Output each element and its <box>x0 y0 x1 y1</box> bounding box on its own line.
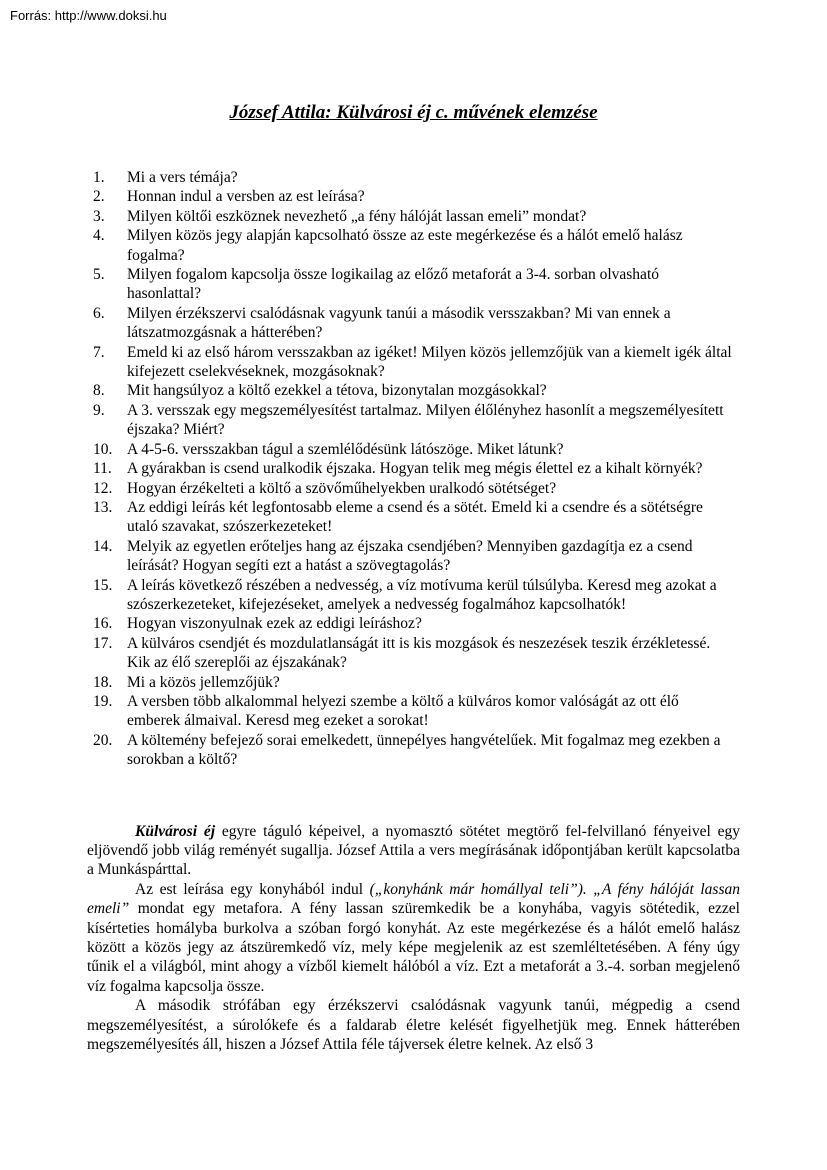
question-item <box>87 692 740 731</box>
question-number: 18. <box>93 673 113 691</box>
question-number: 1. <box>93 169 105 186</box>
question-number: 13. <box>93 498 113 516</box>
question-text: Milyen költői eszköznek nevezhető „a fény hálóját lassan emeli” mondat? <box>127 207 587 225</box>
question-number: 14. <box>93 537 113 555</box>
question-item <box>87 401 740 440</box>
question-number: 2. <box>93 188 105 206</box>
question-text: Mit hangsúlyoz a költő ezekkel a tétova, bizonytalan mozgásokkal? <box>127 382 547 400</box>
question-number: 17. <box>93 634 113 652</box>
essay-section <box>87 822 740 1055</box>
question-number: 16. <box>93 615 113 633</box>
question-text: Hogyan viszonyulnak ezek az eddigi leíráshoz? <box>127 615 422 633</box>
question-item <box>87 226 740 265</box>
source-url-text: Forrás: http://www.doksi.hu <box>10 8 167 23</box>
text-segment: („konyhánk már homállyal teli”). „A fény hálóját lassan emeli” <box>87 880 740 918</box>
question-item <box>87 459 740 478</box>
question-item <box>87 537 740 576</box>
text-segment: Az est leírása egy konyhából indul <box>135 880 370 898</box>
question-item <box>87 304 740 343</box>
question-number: 11. <box>93 460 112 478</box>
question-item <box>87 576 740 615</box>
question-number: 20. <box>93 731 113 749</box>
question-item <box>87 614 740 633</box>
question-text: A költemény befejező sorai emelkedett, ünnepélyes hangvételűek. Mit fogalmaz meg ezekben a sorokban a költő? <box>127 731 721 769</box>
question-number: 12. <box>93 479 113 497</box>
question-text: A versben több alkalommal helyezi szembe a költő a külváros komor valóságát az ott élő emberek álmaival. Keresd meg ezeket a sorokat! <box>127 692 679 730</box>
text-segment: A második strófában egy érzékszervi csalódásnak vagyunk tanúi, mégpedig a csend megszemélyesítést, a súrolókefe és a faldarab életre kelését figyelhetjük meg. Ennek hátterében megszemélyesítés áll, hiszen a József Attila féle tájversek életre kelnek. Az első 3 <box>87 997 740 1054</box>
question-number: 3. <box>93 207 105 225</box>
question-number: 7. <box>93 343 105 361</box>
question-item <box>87 168 740 187</box>
question-number: 4. <box>93 227 105 245</box>
text-segment: mondat egy metafora. A fény lassan szüremkedik be a konyhába, vagyis sötétedik, ezzel kísérteties homályba burkolva a szóban forgó konyhát. Az este megérkezése és a hálót emelő halász között a közös jegy az átszüremkedő víz, mely képe megjelenik az est szemléltetésében. A fény úgy tűnik el a világból, mint ahogy a vízből kiemelt hálóból a víz. Ezt a metaforát a 3.-4. sorban megjelenő víz fogalma kapcsolja össze. <box>87 900 740 995</box>
question-text: Mi a vers témája? <box>127 169 238 186</box>
essay-paragraph <box>87 880 740 996</box>
question-number: 10. <box>93 440 113 458</box>
question-number: 9. <box>93 401 105 419</box>
essay-paragraph <box>87 996 740 1054</box>
question-text: Hogyan érzékelteti a költő a szövőműhelyekben uralkodó sötétséget? <box>127 479 557 497</box>
essay-paragraph <box>87 822 740 880</box>
question-text: Mi a közös jellemzőjük? <box>127 673 280 691</box>
question-item <box>87 343 740 382</box>
text-segment: Külvárosi éj <box>135 822 216 840</box>
question-item <box>87 440 740 459</box>
question-item <box>87 265 740 304</box>
question-text: Emeld ki az első három versszakban az igéket! Milyen közös jellemzőjük van a kiemelt igék által kifejezett cselekvéseknek, mozgásoknak? <box>127 343 732 381</box>
question-text: Az eddigi leírás két legfontosabb eleme a csend és a sötét. Emeld ki a csendre és a sötétségre utaló szavakat, szószerkezeteket! <box>127 498 703 536</box>
question-text: A gyárakban is csend uralkodik éjszaka. Hogyan telik meg mégis élettel ez a kihalt környék? <box>127 460 703 478</box>
questions-list <box>87 168 740 770</box>
text-segment: egyre táguló képeivel, a nyomasztó sötétet megtörő fel-felvillanó fényeivel egy eljövendő jobb világ reményét sugallja. József Attila a vers megírásának időpontjában került kapcsolatba a Munkáspárttal. <box>87 822 741 879</box>
question-item <box>87 634 740 673</box>
question-item <box>87 731 740 770</box>
question-number: 5. <box>93 266 105 284</box>
question-item <box>87 381 740 400</box>
question-number: 6. <box>93 304 105 322</box>
question-number: 15. <box>93 576 113 594</box>
question-item <box>87 207 740 226</box>
question-text: Melyik az egyetlen erőteljes hang az éjszaka csendjében? Mennyiben gazdagítja ez a csend leírását? Hogyan segíti ezt a hatást a szövegtagolás? <box>127 537 693 575</box>
question-text: A 4-5-6. versszakban tágul a szemlélődésünk látószöge. Miket látunk? <box>127 440 564 458</box>
question-text: A 3. versszak egy megszemélyesítést tartalmaz. Milyen élőlényhez hasonlít a megszemélyesített éjszaka? Miért? <box>127 401 724 439</box>
question-item <box>87 673 740 692</box>
question-text: A leírás következő részében a nedvesség, a víz motívuma kerül túlsúlyba. Keresd meg azokat a szószerkezeteket, kifejezéseket, amelyek a nedvesség fogalmához kapcsolhatók! <box>127 576 717 613</box>
page-title: József Attila: Külvárosi éj c. művének elemzése <box>229 102 598 123</box>
question-number: 19. <box>93 692 113 710</box>
question-item <box>87 187 740 206</box>
question-item <box>87 498 740 537</box>
question-text: Milyen fogalom kapcsolja össze logikailag az előző metaforát a 3-4. sorban olvasható hasonlattal? <box>127 266 659 303</box>
question-text: A külváros csendjét és mozdulatlanságát itt is kis mozgások és neszezések teszik érzékletessé. Kik az élő szereplői az éjszakának? <box>127 634 711 672</box>
question-text: Milyen érzékszervi csalódásnak vagyunk tanúi a második versszakban? Mi van ennek a látszatmozgásnak a hátterében? <box>127 304 671 342</box>
question-item <box>87 479 740 498</box>
question-number: 8. <box>93 382 105 400</box>
question-text: Honnan indul a versben az est leírása? <box>127 188 365 206</box>
question-text: Milyen közös jegy alapján kapcsolható össze az este megérkezése és a hálót emelő halász fogalma? <box>127 227 683 264</box>
